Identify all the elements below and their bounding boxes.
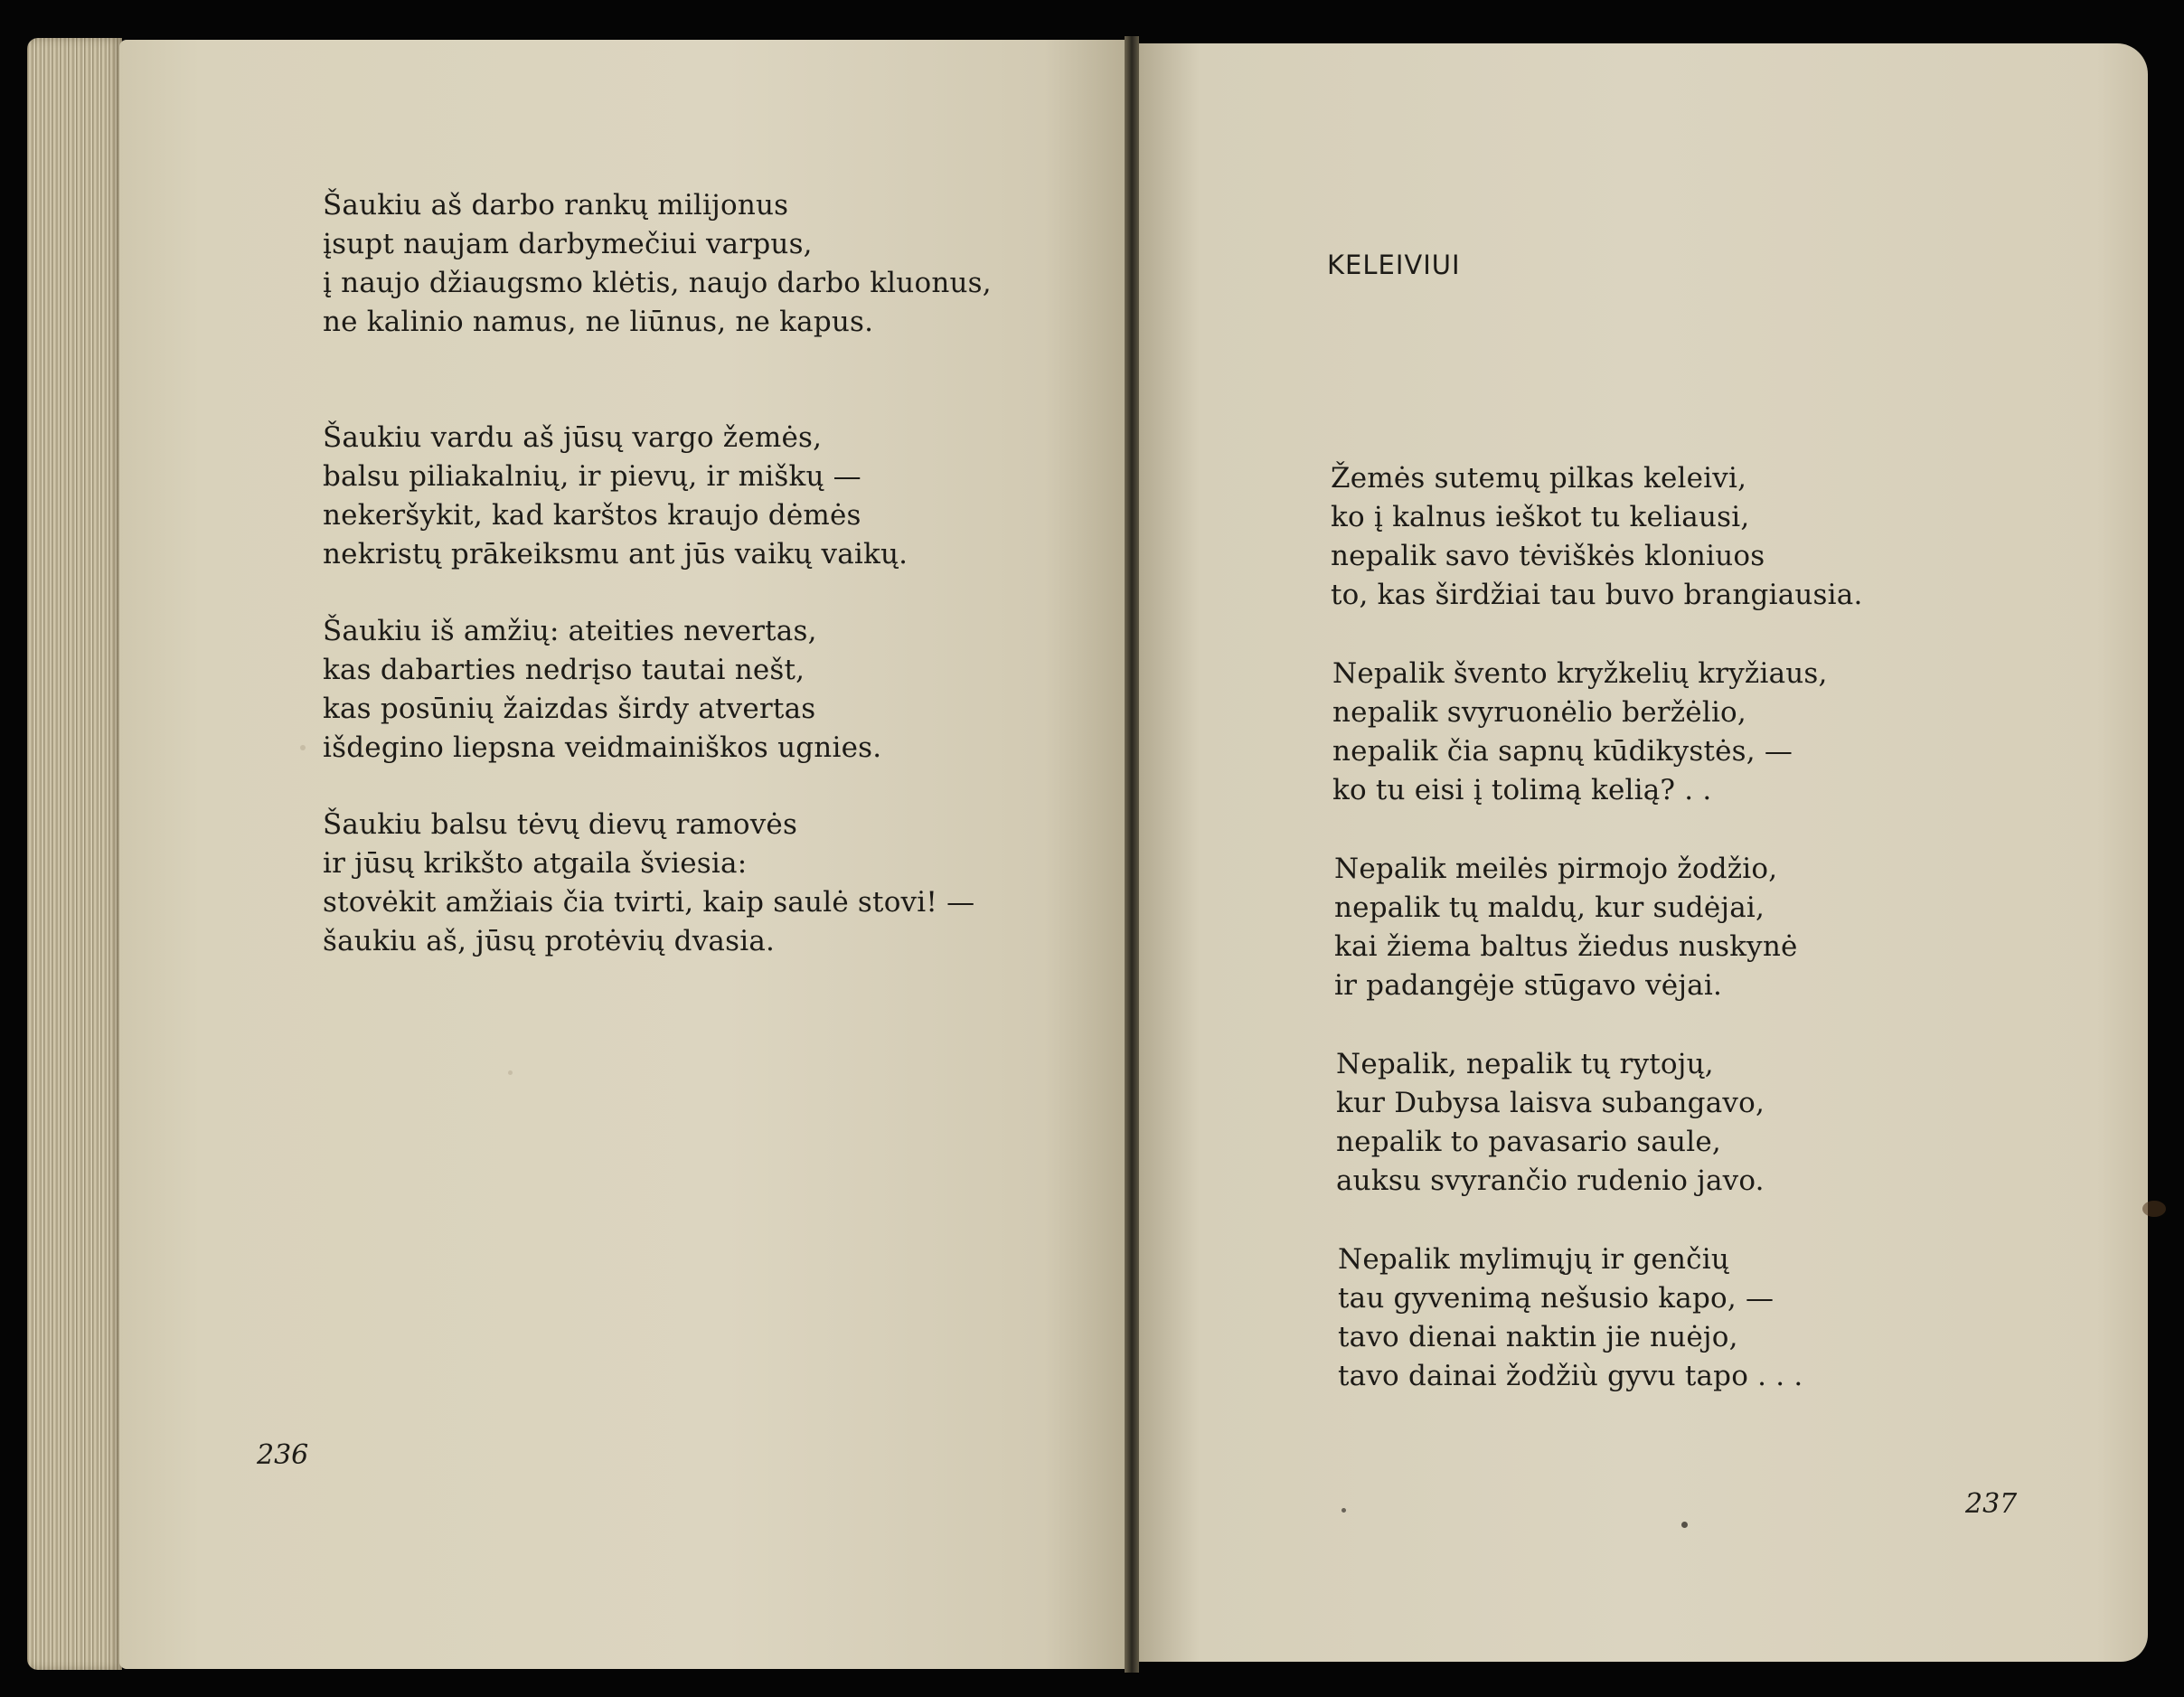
left-stanza-1 — [323, 186, 992, 342]
poem-line: ne kalinio namus, ne liūnus, ne kapus. — [323, 306, 874, 338]
poem-line: ir jūsų krikšto atgaila šviesia: — [323, 847, 748, 880]
paper-speck — [508, 1070, 513, 1075]
right-stanza-1 — [1331, 459, 1863, 615]
paper-speck — [1681, 1522, 1688, 1528]
poem-line: nepalik čia sapnų kūdikystės, — — [1332, 735, 1793, 768]
paper-speck — [300, 745, 306, 750]
poem-line: Nepalik mylimųjų ir genčių — [1338, 1243, 1729, 1276]
page-number-right: 237 — [1965, 1488, 2018, 1520]
poem-line: nekristų prākeiksmu ant jūs vaikų vaikų. — [323, 538, 908, 570]
poem-line: Žemės sutemų pilkas keleivi, — [1331, 462, 1747, 495]
poem-line: Nepalik švento kryžkelių kryžiaus, — [1332, 657, 1828, 690]
poem-line: to, kas širdžiai tau buvo brangiausia. — [1331, 579, 1863, 611]
poem-line: nepalik to pavasario saule, — [1336, 1126, 1721, 1158]
right-page — [1139, 43, 2148, 1662]
poem-line: ir padangėje stūgavo vėjai. — [1334, 969, 1723, 1002]
poem-line: tau gyvenimą nešusio kapo, — — [1338, 1282, 1774, 1315]
poem-line: šaukiu aš, jūsų protėvių dvasia. — [323, 925, 776, 957]
left-stanza-4 — [323, 806, 974, 961]
poem-line: auksu svyrančio rudenio javo. — [1336, 1164, 1765, 1197]
right-stanza-4 — [1336, 1045, 1765, 1201]
left-page — [119, 40, 1125, 1669]
poem-line: ko į kalnus ieškot tu keliausi, — [1331, 501, 1750, 533]
page-number-left: 236 — [257, 1439, 309, 1471]
poem-line: Nepalik meilės pirmojo žodžio, — [1334, 853, 1778, 885]
poem-line: tavo dainai žodžiù gyvu tapo . . . — [1338, 1360, 1803, 1392]
poem-line: Šaukiu balsu tėvų dievų ramovės — [323, 808, 798, 841]
poem-line: kur Dubysa laisva subangavo, — [1336, 1087, 1765, 1119]
poem-line: nepalik savo tėviškės kloniuos — [1331, 540, 1765, 572]
poem-line: Šaukiu aš darbo rankų milijonus — [323, 189, 789, 222]
page-edges — [27, 38, 122, 1670]
poem-line: nepalik svyruonėlio beržėlio, — [1332, 696, 1746, 729]
poem-line: Nepalik, nepalik tų rytojų, — [1336, 1048, 1714, 1080]
poem-line: Šaukiu vardu aš jūsų vargo žemės, — [323, 421, 823, 454]
poem-line: nepalik tų maldų, kur sudėjai, — [1334, 891, 1765, 924]
poem-line: stovėkit amžiais čia tvirti, kaip saulė stovi! — — [323, 886, 975, 919]
left-stanza-3 — [323, 612, 881, 768]
right-stanza-3 — [1334, 850, 1798, 1005]
poem-title: KELEIVIUI — [1327, 250, 1461, 280]
poem-line: į naujo džiaugsmo klėtis, naujo darbo kluonus, — [323, 267, 992, 299]
poem-line: Šaukiu iš amžių: ateities nevertas, — [323, 615, 817, 647]
poem-line: kai žiema baltus žiedus nuskynė — [1334, 930, 1798, 963]
poem-line: įsupt naujam darbymečiui varpus, — [323, 228, 813, 260]
poem-line: išdegino liepsna veidmainiškos ugnies. — [323, 731, 882, 764]
poem-line: ko tu eisi į tolimą kelią? . . — [1332, 774, 1712, 806]
poem-line: tavo dienai naktin jie nuėjo, — [1338, 1321, 1738, 1353]
right-stanza-2 — [1332, 655, 1828, 810]
left-stanza-2 — [323, 419, 908, 574]
poem-line: kas posūnių žaizdas širdy atvertas — [323, 693, 816, 725]
ink-stain — [2142, 1201, 2166, 1217]
book-gutter — [1125, 36, 1139, 1673]
paper-speck — [1341, 1508, 1346, 1513]
poem-line: balsu piliakalnių, ir pievų, ir miškų — — [323, 460, 861, 493]
poem-line: nekeršykit, kad karštos kraujo dėmės — [323, 499, 861, 532]
right-stanza-5 — [1338, 1240, 1803, 1396]
poem-line: kas dabarties nedrįso tautai nešt, — [323, 654, 805, 686]
